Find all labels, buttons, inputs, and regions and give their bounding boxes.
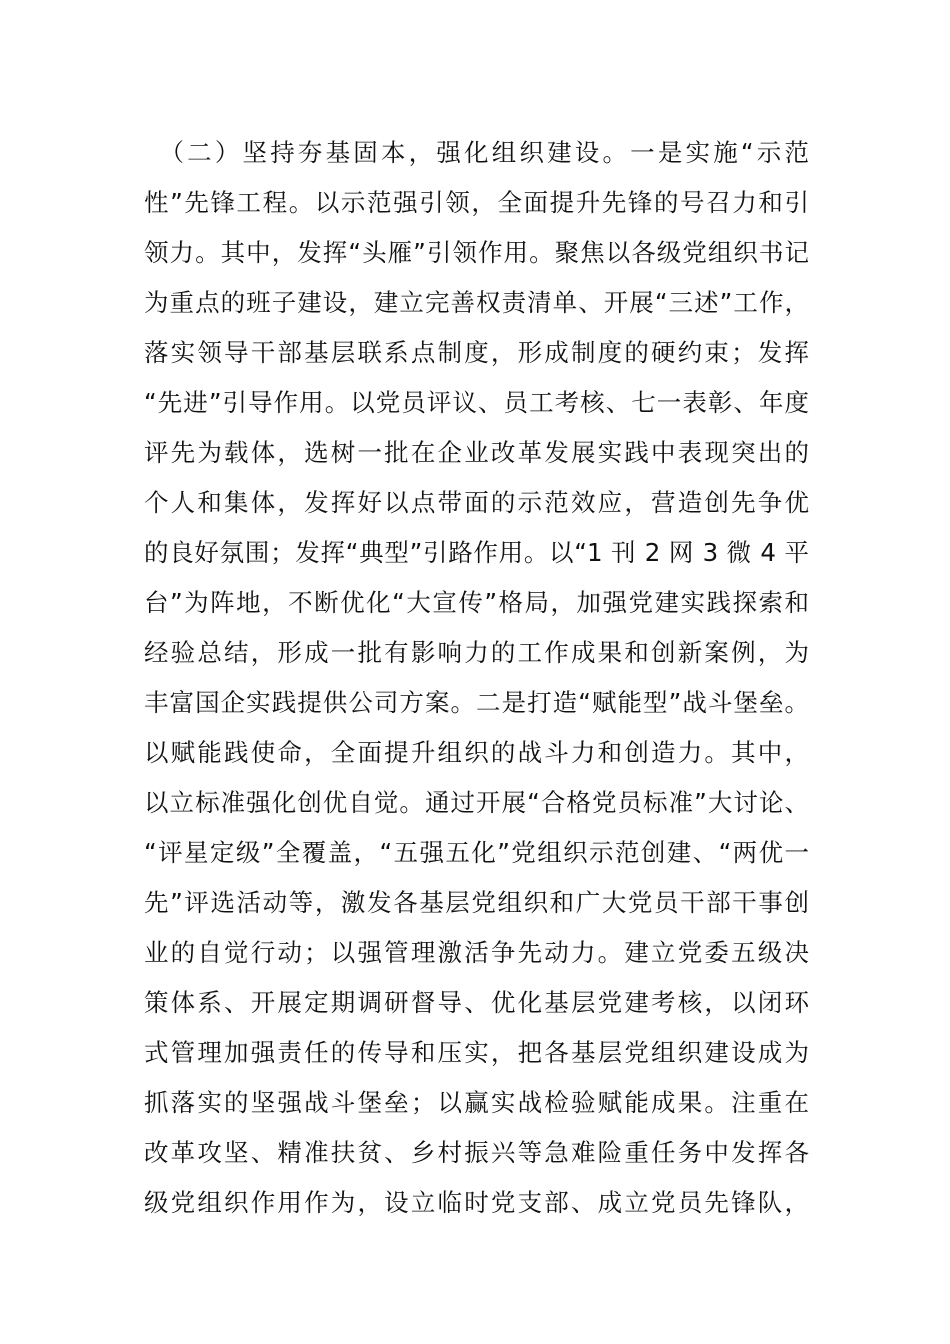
text-line: 的良好氛围；发挥“典型”引路作用。以“1 刊 2 网 3 微 4 平 (144, 538, 809, 567)
text-line: 业的自觉行动；以强管理激活争先动力。建立党委五级决 (144, 938, 809, 967)
text-line: “先进”引导作用。以党员评议、员工考核、七一表彰、年度 (144, 388, 809, 417)
text-line: 级党组织作用作为，设立临时党支部、成立党员先锋队， (144, 1188, 809, 1217)
text-line: 经验总结，形成一批有影响力的工作成果和创新案例，为 (144, 638, 809, 667)
text-line: 策体系、开展定期调研督导、优化基层党建考核，以闭环 (144, 988, 809, 1017)
text-line: 抓落实的坚强战斗堡垒；以赢实战检验赋能成果。注重在 (144, 1088, 809, 1117)
text-line: 领力。其中，发挥“头雁”引领作用。聚焦以各级党组织书记 (144, 238, 809, 267)
text-line: 个人和集体，发挥好以点带面的示范效应，营造创先争优 (144, 488, 809, 517)
text-line: 性”先锋工程。以示范强引领，全面提升先锋的号召力和引 (144, 188, 809, 217)
body-paragraph (144, 128, 809, 1228)
text-line: 以立标准强化创优自觉。通过开展“合格党员标准”大讨论、 (144, 788, 809, 817)
text-line: 以赋能践使命，全面提升组织的战斗力和创造力。其中， (144, 738, 809, 767)
text-line: 先”评选活动等，激发各基层党组织和广大党员干部干事创 (144, 888, 809, 917)
text-line: 改革攻坚、精准扶贫、乡村振兴等急难险重任务中发挥各 (144, 1138, 809, 1167)
text-line: 评先为载体，选树一批在企业改革发展实践中表现突出的 (144, 438, 809, 467)
text-line: 为重点的班子建设，建立完善权责清单、开展“三述”工作， (144, 288, 809, 317)
text-line: （二）坚持夯基固本，强化组织建设。一是实施“示范 (144, 138, 809, 167)
text-line: 落实领导干部基层联系点制度，形成制度的硬约束；发挥 (144, 338, 809, 367)
text-line: “评星定级”全覆盖，“五强五化”党组织示范创建、“两优一 (144, 838, 809, 867)
text-line: 丰富国企实践提供公司方案。二是打造“赋能型”战斗堡垒。 (144, 688, 809, 717)
text-line: 台”为阵地，不断优化“大宣传”格局，加强党建实践探索和 (144, 588, 809, 617)
text-line: 式管理加强责任的传导和压实，把各基层党组织建设成为 (144, 1038, 809, 1067)
